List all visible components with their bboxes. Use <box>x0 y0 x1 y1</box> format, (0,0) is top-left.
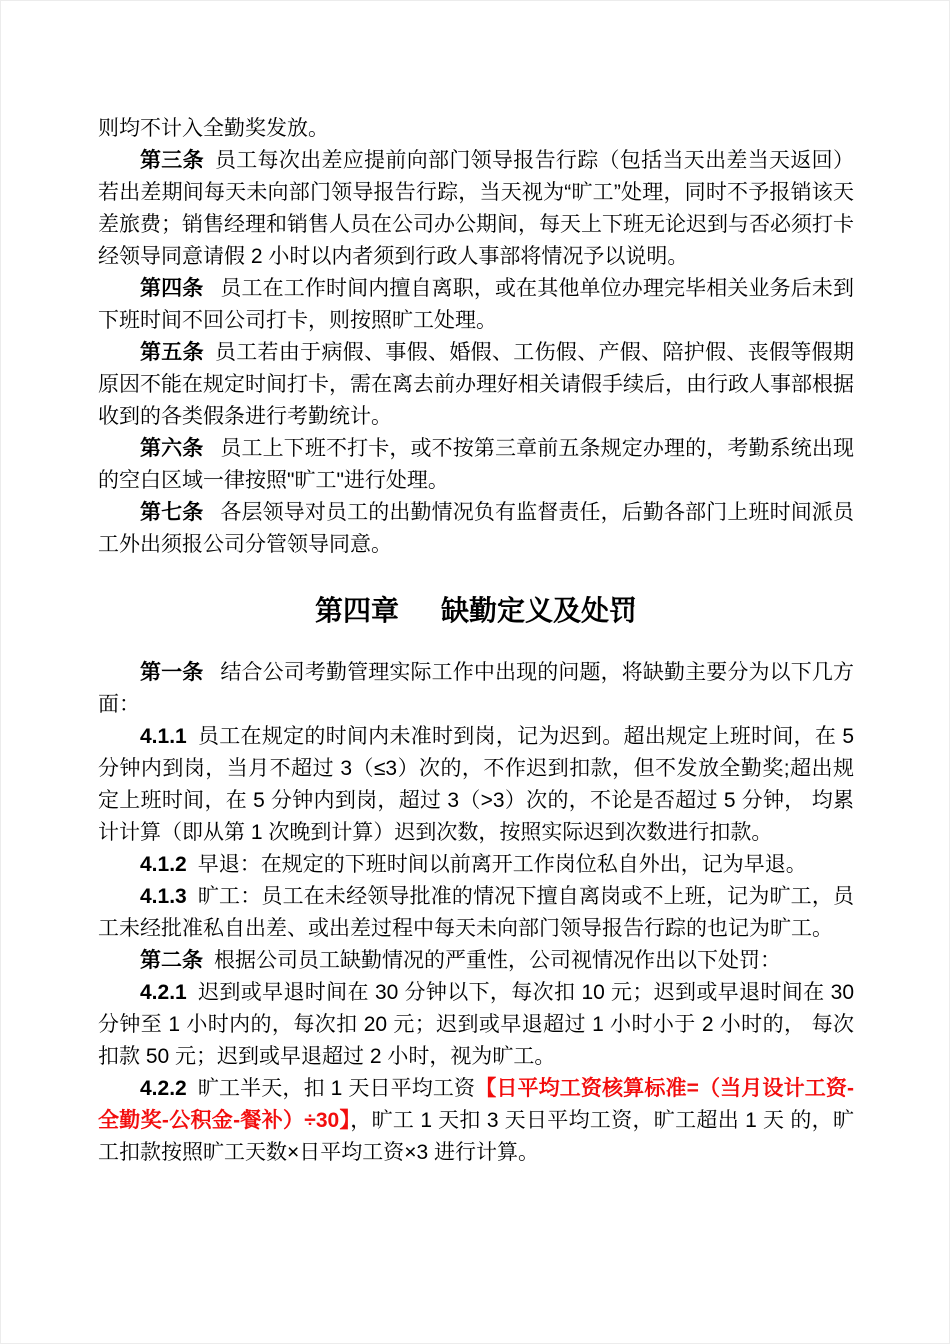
item-4-1-1-label: 4.1.1 <box>140 725 187 748</box>
item-4-1-2-text: 早退：在规定的下班时间以前离开工作岗位私自外出，记为早退。 <box>197 853 807 876</box>
paragraph-clause-5 <box>98 337 854 433</box>
item-4-2-1-label: 4.2.1 <box>140 981 187 1004</box>
clause-5-label: 第五条 <box>140 341 204 364</box>
paragraph-clause-2 <box>98 945 854 977</box>
paragraph-clause-1 <box>98 657 854 721</box>
paragraph-4-1-2 <box>98 849 854 881</box>
item-4-2-2-text-after: ，旷工 1 天扣 3 天日平均工资，旷工超出 1 天 的，旷工扣款按照旷工天数×日平均工资×3 进行计算。 <box>98 1109 854 1164</box>
clause-4-label: 第四条 <box>140 277 204 300</box>
paragraph-clause-7 <box>98 497 854 561</box>
chapter-heading <box>98 591 854 631</box>
item-4-2-2-label: 4.2.2 <box>140 1077 187 1100</box>
item-4-1-2-label: 4.1.2 <box>140 853 187 876</box>
clause-7-text: 各层领导对员工的出勤情况负有监督责任，后勤各部门上班时间派员工外出须报公司分管领导同意。 <box>98 501 854 556</box>
chapter-number: 第四章 <box>314 595 399 626</box>
item-4-1-3-text: 旷工：员工在未经领导批准的情况下擅自离岗或不上班，记为旷工，员工未经批准私自出差、或出差过程中每天未向部门领导报告行踪的也记为旷工。 <box>98 885 854 940</box>
paragraph-4-1-3 <box>98 881 854 945</box>
paragraph-4-2-2 <box>98 1073 854 1169</box>
item-4-1-3-label: 4.1.3 <box>140 885 187 908</box>
item-4-1-1-text: 员工在规定的时间内未准时到岗，记为迟到。超出规定上班时间，在 5 分钟内到岗，当月不超过 3（≤3）次的，不作迟到扣款，但不发放全勤奖;超出规定上班时间，在 5 分钟内到岗，超过 3（>3）次的，不论是否超过 5 分钟， 均累计计算（即从第 1 次晚到计算）迟到次数，按照实际迟到次数进行扣款。 <box>98 725 854 844</box>
paragraph-clause-3 <box>98 145 854 273</box>
clause-3-label: 第三条 <box>140 149 204 172</box>
paragraph-clause-6 <box>98 433 854 497</box>
clause-4-text: 员工在工作时间内擅自离职，或在其他单位办理完毕相关业务后未到下班时间不回公司打卡，则按照旷工处理。 <box>98 277 854 332</box>
clause-1-text: 结合公司考勤管理实际工作中出现的问题，将缺勤主要分为以下几方面： <box>98 661 854 716</box>
clause-3-text: 员工每次出差应提前向部门领导报告行踪（包括当天出差当天返回）若出差期间每天未向部门领导报告行踪，当天视为“旷工”处理，同时不予报销该天差旅费；销售经理和销售人员在公司办公期间，每天上下班无论迟到与否必须打卡经领导同意请假 2 小时以内者须到行政人事部将情况予以说明。 <box>98 149 854 268</box>
paragraph-continuation: 则均不计入全勤奖发放。 <box>98 117 329 140</box>
clause-6-text: 员工上下班不打卡，或不按第三章前五条规定办理的，考勤系统出现的空白区域一律按照"旷工"进行处理。 <box>98 437 854 492</box>
item-4-2-2-text: 旷工半天，扣 1 天日平均工资 <box>197 1077 476 1100</box>
chapter-title: 缺勤定义及处罚 <box>441 595 638 626</box>
paragraph-4-1-1 <box>98 721 854 849</box>
clause-1-label: 第一条 <box>140 661 204 684</box>
clause-5-text: 员工若由于病假、事假、婚假、工伤假、产假、陪护假、丧假等假期原因不能在规定时间打卡，需在离去前办理好相关请假手续后，由行政人事部根据收到的各类假条进行考勤统计。 <box>98 341 854 428</box>
clause-2-text: 根据公司员工缺勤情况的严重性，公司视情况作出以下处罚： <box>214 949 781 972</box>
clause-7-label: 第七条 <box>140 501 204 524</box>
clause-6-label: 第六条 <box>140 437 204 460</box>
red-formula-text: 【日平均工资核算标准=（当月设计工资-全勤奖-公积金-餐补）÷30】 <box>98 1077 854 1132</box>
paragraph-4-2-1 <box>98 977 854 1073</box>
item-4-2-1-text: 迟到或早退时间在 30 分钟以下，每次扣 10 元；迟到或早退时间在 30 分钟至 1 小时内的，每次扣 20 元；迟到或早退超过 1 小时小于 2 小时的， 每次扣款 50 元；迟到或早退超过 2 小时，视为旷工。 <box>98 981 854 1068</box>
clause-2-label: 第二条 <box>140 949 203 972</box>
paragraph-clause-4 <box>98 273 854 337</box>
